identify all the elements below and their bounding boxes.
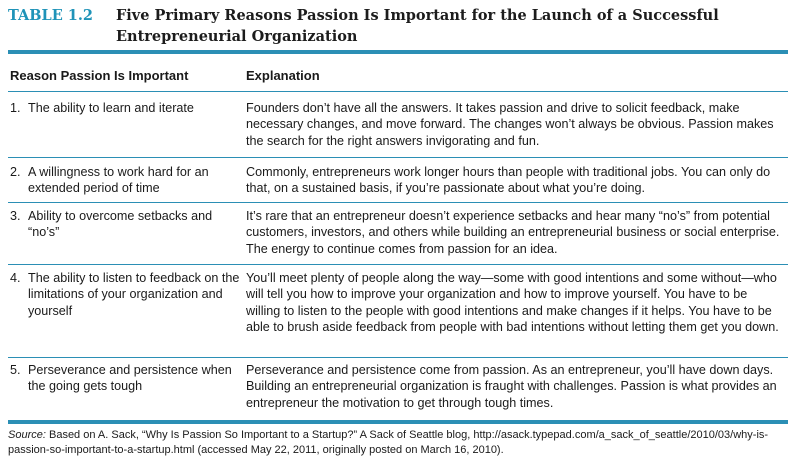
table-title: [8, 5, 788, 47]
table-title-line2: Entrepreneurial Organization: [116, 28, 358, 45]
row-explanation: Founders don’t have all the answers. It takes passion and drive to solicit feedback, make necessary changes, and move forward. The changes won’t always be obvious. Passion makes the search for the right answers invigorating and fun.: [246, 101, 774, 148]
column-header-explanation: Explanation: [246, 68, 320, 83]
row-explanation: Commonly, entrepreneurs work longer hours than people with traditional jobs. You can only do that, on a sustained basis, if you’re passionate about what you’re doing.: [246, 165, 771, 196]
row-explanation: You’ll meet plenty of people along the way—some with good intentions and some without—who will tell you how to improve your organization and how to improve yourself. You have to be willing to listen to the people with good intentions and make changes if it helps. You have to be able to brush aside feedback from people with bad intentions without letting them get you down.: [246, 271, 779, 335]
row-divider: [8, 157, 788, 158]
table-label: TABLE 1.2: [8, 7, 94, 24]
row-reason: Perseverance and persistence when the going gets tough: [28, 363, 232, 394]
row-number: 3.: [10, 209, 21, 223]
row-explanation: It’s rare that an entrepreneur doesn’t experience setbacks and hear many “no’s” from potential customers, investors, and others while building an entrepreneurial business or social enterprise. The energy to continue comes from passion for an idea.: [246, 209, 780, 256]
source-label: Source:: [8, 429, 46, 441]
row-divider: [8, 264, 788, 265]
row-explanation: Perseverance and persistence come from passion. As an entrepreneur, you’ll have down days. Building an entrepreneurial organization is fraught with challenges. Passion is what provides an entrepreneur the motivation to get through tough times.: [246, 363, 777, 410]
column-header-reason: Reason Passion Is Important: [10, 68, 189, 83]
bottom-rule: [8, 420, 788, 424]
header-rule: [8, 91, 788, 92]
row-divider: [8, 357, 788, 358]
table-title-line1: Five Primary Reasons Passion Is Important for the Launch of a Successful: [116, 7, 719, 24]
row-number: 1.: [10, 101, 21, 115]
row-reason: Ability to overcome setbacks and “no’s”: [28, 209, 213, 240]
source-note: [8, 428, 788, 458]
row-reason: A willingness to work hard for an extended period of time: [28, 165, 209, 196]
row-divider: [8, 202, 788, 203]
row-number: 4.: [10, 271, 21, 285]
row-number: 2.: [10, 165, 21, 179]
row-reason: The ability to listen to feedback on the limitations of your organization and yourself: [28, 271, 240, 318]
top-rule: [8, 50, 788, 54]
row-reason: The ability to learn and iterate: [28, 101, 194, 115]
row-number: 5.: [10, 363, 21, 377]
source-text: Based on A. Sack, “Why Is Passion So Important to a Startup?” A Sack of Seattle blog, http://asack.typepad.com/a_sack_of_seattle/2010/03/why-is-passion-so-important-to-a-startup.html (accessed May 22, 2011, originally posted on March 16, 2010).: [8, 429, 769, 456]
